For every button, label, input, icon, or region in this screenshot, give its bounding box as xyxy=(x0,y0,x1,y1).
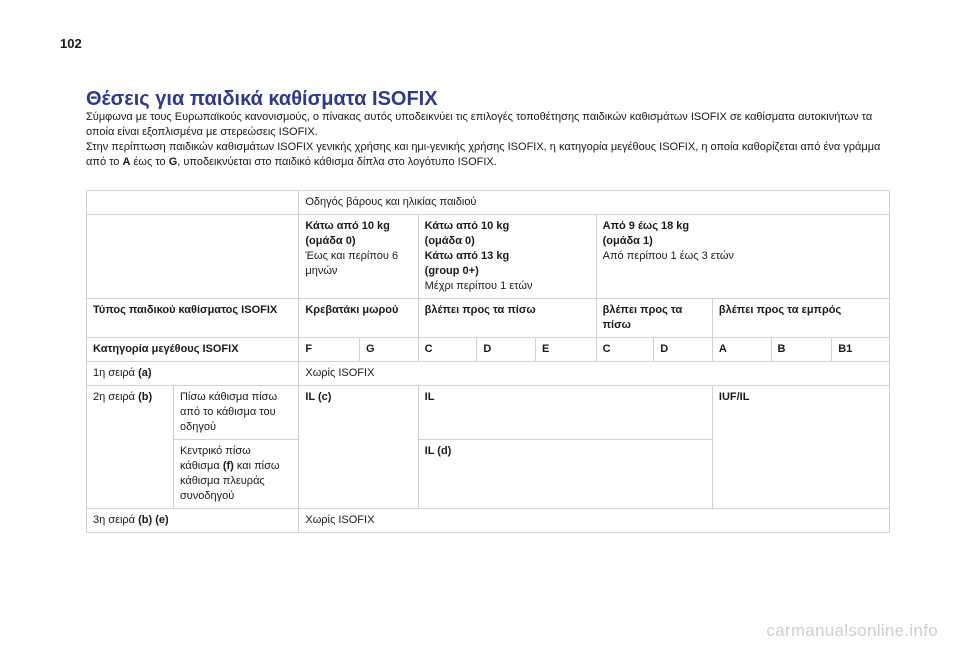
group-0plus-label-2: (group 0+) xyxy=(424,265,479,277)
intro-text xyxy=(86,110,896,170)
size-letter-g: G xyxy=(168,156,178,168)
intro-text-segment: , υποδεικνύεται στο παιδικό κάθισμα δίπλα στο λογότυπο ISOFIX. xyxy=(177,156,497,168)
guide-header: Οδηγός βάρους και ηλικίας παιδιού xyxy=(299,191,890,215)
table-row xyxy=(87,509,890,533)
row-2-label-text: 2η σειρά xyxy=(93,391,139,403)
group-1-age: Από περίπου 1 έως 3 ετών xyxy=(602,250,734,262)
group-0plus-weight: Κάτω από 10 kg xyxy=(424,220,510,232)
row-2-iuf-il: IUF/IL xyxy=(712,386,889,509)
group-0plus-label: (ομάδα 0) xyxy=(424,235,475,247)
seat-type-carrycot: Κρεβατάκι μωρού xyxy=(299,299,418,338)
group-0plus-age: Μέχρι περίπου 1 ετών xyxy=(424,280,533,292)
page-number: 102 xyxy=(60,36,82,51)
size-class-cell: B1 xyxy=(832,338,890,362)
isofix-positions-table xyxy=(86,190,890,533)
row-2-il: IL xyxy=(418,386,712,440)
size-class-cell: D xyxy=(654,338,713,362)
size-letter-a: A xyxy=(122,156,131,168)
row-2-label xyxy=(87,386,174,509)
seat-type-label: Τύπος παιδικού καθίσματος ISOFIX xyxy=(87,299,299,338)
table-row xyxy=(87,191,890,215)
row-1-label xyxy=(87,362,299,386)
row-3-label xyxy=(87,509,299,533)
size-class-cell: D xyxy=(477,338,536,362)
row-1-value: Χωρίς ISOFIX xyxy=(299,362,890,386)
size-class-cell: A xyxy=(712,338,771,362)
group-0-weight: Κάτω από 10 kg xyxy=(305,220,390,232)
row-2-center-passenger-seat xyxy=(173,440,298,509)
row-3-label-text: 3η σειρά xyxy=(93,514,139,526)
group-0plus-cell xyxy=(418,215,596,299)
group-0-age: Έως και περίπου 6 μηνών xyxy=(305,250,399,277)
row-2-note: (b) xyxy=(138,391,153,403)
row-1-note: (a) xyxy=(138,367,152,379)
row-3-value: Χωρίς ISOFIX xyxy=(299,509,890,533)
size-class-cell: C xyxy=(418,338,477,362)
row-2-center-text: Κεντρικό πίσω κάθισμα xyxy=(179,445,251,472)
watermark: carmanualsonline.info xyxy=(766,621,938,640)
table-cell-empty xyxy=(87,215,299,299)
row-2-seat-behind-driver: Πίσω κάθισμα πίσω από το κάθισμα του οδηγού xyxy=(173,386,298,440)
size-class-cell: G xyxy=(360,338,419,362)
intro-paragraph-1: Σύμφωνα με τους Ευρωπαϊκούς κανονισμούς, ο πίνακας αυτός υποδεικνύει τις επιλογές τοποθέτησης παιδικών καθισμάτων ISOFIX σε καθίσματα αυτοκινήτων τα οποία είναι εξοπλισμένα με στερεώσεις ISOFIX. xyxy=(86,111,873,138)
row-2-il-c: IL (c) xyxy=(299,386,418,509)
seat-type-rear-facing-group1: βλέπει προς τα πίσω xyxy=(596,299,712,338)
group-1-label: (ομάδα 1) xyxy=(602,235,653,247)
table-row xyxy=(87,215,890,299)
seat-type-forward-facing: βλέπει προς τα εμπρός xyxy=(712,299,889,338)
table-row xyxy=(87,299,890,338)
size-class-cell: E xyxy=(535,338,596,362)
size-class-cell: F xyxy=(299,338,360,362)
size-class-cell: C xyxy=(596,338,654,362)
intro-text-segment: έως το xyxy=(130,156,169,168)
intro-text-segment: Στην περίπτωση παιδικών καθισμάτων ISOFIX γενικής χρήσης και ημι-γενικής χρήσης ISOFIX, η κατηγορία μεγέθους ISOFIX, η οποία καθορίζεται από ένα γράμμα από το xyxy=(86,141,881,168)
row-2-center-note: (f) xyxy=(222,460,234,472)
table-row xyxy=(87,362,890,386)
page-title: Θέσεις για παιδικά καθίσματα ISOFIX xyxy=(86,88,438,110)
intro-paragraph-2 xyxy=(86,140,896,170)
row-3-note: (b) (e) xyxy=(138,514,169,526)
group-0-label: (ομάδα 0) xyxy=(305,235,356,247)
size-class-cell: B xyxy=(771,338,832,362)
row-1-label-text: 1η σειρά xyxy=(93,367,139,379)
size-class-label: Κατηγορία μεγέθους ISOFIX xyxy=(87,338,299,362)
table-cell-empty xyxy=(87,191,299,215)
table-row xyxy=(87,386,890,440)
group-0plus-weight-2: Κάτω από 13 kg xyxy=(424,250,510,262)
row-2-center-text-rest: και πίσω κάθισμα πλευράς συνοδηγού xyxy=(179,460,280,502)
row-2-il-d: IL (d) xyxy=(418,440,712,509)
group-1-cell xyxy=(596,215,889,299)
group-1-weight: Από 9 έως 18 kg xyxy=(602,220,690,232)
table-row xyxy=(87,338,890,362)
group-0-cell xyxy=(299,215,418,299)
seat-type-rear-facing: βλέπει προς τα πίσω xyxy=(418,299,596,338)
